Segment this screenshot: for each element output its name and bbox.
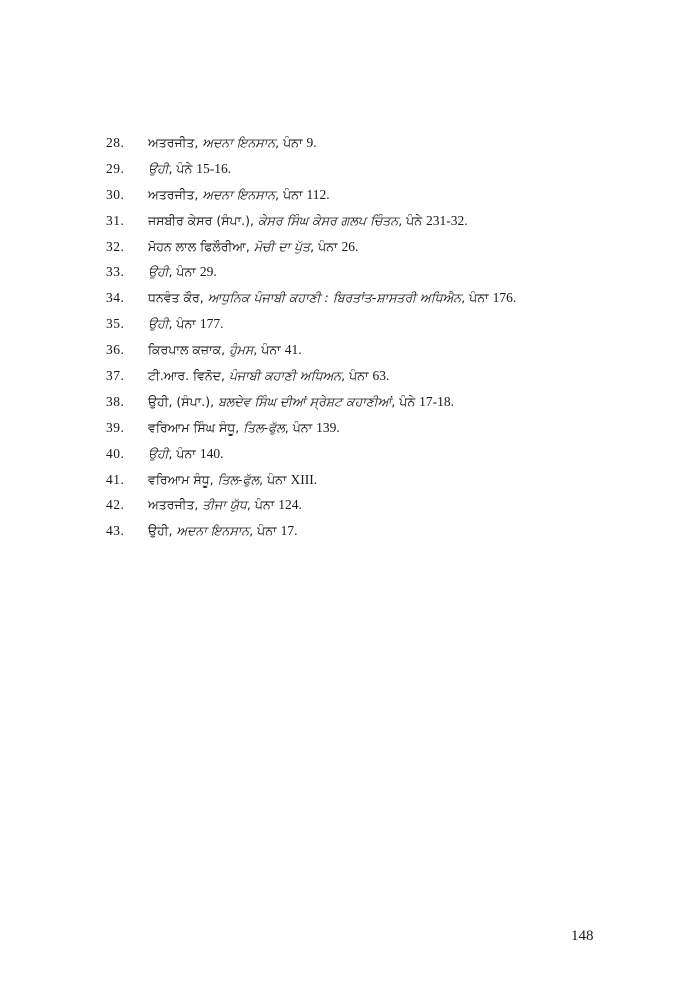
endnote-number: 35. bbox=[106, 316, 125, 332]
citation-text: 139. bbox=[316, 419, 340, 435]
citation-text: 176. bbox=[492, 290, 517, 306]
endnote-number: 28. bbox=[106, 135, 125, 150]
citation-text: 112. bbox=[306, 186, 330, 202]
citation-title: ਅਦਨਾ ਇਨਸਾਨ bbox=[202, 135, 276, 150]
endnote-number: 39. bbox=[106, 419, 125, 435]
endnote-number: 40. bbox=[106, 445, 125, 461]
endnote-citation bbox=[148, 259, 217, 285]
citation-title: ਉਹੀ bbox=[148, 264, 169, 280]
endnote-citation bbox=[148, 311, 223, 337]
citation-text: 26. bbox=[341, 238, 359, 254]
citation-text: , ਪੰਨਾ bbox=[249, 523, 281, 539]
endnote-item bbox=[106, 363, 516, 389]
endnote-item bbox=[106, 415, 516, 441]
endnote-citation bbox=[148, 518, 297, 544]
endnote-number: 43. bbox=[106, 523, 125, 539]
citation-text: , ਪੰਨਾ bbox=[284, 419, 317, 435]
citation-text: XIII. bbox=[290, 471, 318, 487]
citation-text: ਜਸਬੀਰ ਕੇਸਰ (ਸੰਪਾ.), bbox=[148, 212, 258, 228]
citation-text: 63. bbox=[372, 368, 390, 384]
endnote-item bbox=[106, 492, 516, 518]
citation-text: , ਪੰਨੇ bbox=[398, 212, 427, 228]
page-number: 148 bbox=[571, 928, 594, 944]
endnote-number: 34. bbox=[106, 290, 125, 306]
citation-text: ਕਿਰਪਾਲ ਕਜ਼ਾਕ, bbox=[148, 342, 230, 358]
citation-text: , ਪੰਨਾ bbox=[275, 186, 307, 202]
citation-title: ਤਿਲ-ਫੁੱਲ bbox=[217, 471, 260, 487]
citation-title: ਹੁੰਮਸ bbox=[229, 342, 254, 358]
endnote-citation bbox=[148, 337, 302, 363]
endnote-number: 32. bbox=[106, 238, 125, 254]
citation-title: ਮੋਚੀ ਦਾ ਪੁੱਤ bbox=[253, 238, 311, 254]
citation-text: 177. bbox=[199, 316, 224, 332]
citation-title: ਉਹੀ bbox=[148, 316, 169, 332]
citation-title: ਪੰਜਾਬੀ ਕਹਾਣੀ ਅਧਿਅਨ bbox=[228, 368, 342, 384]
endnote-citation bbox=[148, 208, 468, 234]
citation-title: ਅਦਨਾ ਇਨਸਾਨ bbox=[202, 186, 276, 202]
endnote-item bbox=[106, 208, 516, 234]
endnote-citation bbox=[148, 363, 389, 389]
citation-text: , ਪੰਨੇ bbox=[168, 160, 197, 176]
endnote-number: 29. bbox=[106, 160, 125, 176]
citation-text: , ਪੰਨਾ bbox=[253, 342, 285, 358]
citation-text: ਅਤਰਜੀਤ, bbox=[148, 135, 203, 150]
citation-text: 17. bbox=[280, 523, 298, 539]
endnote-number: 31. bbox=[106, 212, 125, 228]
citation-title: ਕੇਸਰ ਸਿੰਘ ਕੇਸਰ ਗਲਪ ਚਿੰਤਨ bbox=[257, 212, 399, 228]
citation-title: ਆਧੁਨਿਕ ਪੰਜਾਬੀ ਕਹਾਣੀ : ਬਿਰਤਾਂਤ-ਸ਼ਾਸਤਰੀ ਅਧਿਐਨ bbox=[207, 290, 462, 306]
endnote-number: 38. bbox=[106, 393, 125, 409]
citation-text: ਅਤਰਜੀਤ, bbox=[148, 186, 203, 202]
endnote-number: 30. bbox=[106, 186, 125, 202]
endnote-item bbox=[106, 389, 516, 415]
endnote-item bbox=[106, 234, 516, 260]
endnote-citation bbox=[148, 415, 340, 441]
citation-text: ਟੀ.ਆਰ. ਵਿਨੋਦ, bbox=[148, 368, 229, 384]
endnote-item bbox=[106, 182, 516, 208]
citation-title: ਤਿਲ-ਫੁੱਲ bbox=[243, 419, 285, 435]
citation-text: ਉਹੀ, bbox=[148, 523, 177, 539]
endnote-citation bbox=[148, 467, 317, 493]
endnote-item bbox=[106, 467, 516, 493]
citation-text: ਉਹੀ, (ਸੰਪਾ.), bbox=[148, 393, 219, 409]
citation-text: ਮੋਹਨ ਲਾਲ ਫਿਲੌਰੀਆ, bbox=[148, 238, 254, 254]
citation-text: ਵਰਿਆਮ ਸਿੰਘ ਸੰਧੂ, bbox=[148, 419, 244, 435]
endnote-number: 33. bbox=[106, 264, 125, 280]
endnote-number: 37. bbox=[106, 368, 125, 384]
citation-text: 41. bbox=[284, 342, 302, 358]
citation-text: , ਪੰਨਾ bbox=[275, 135, 307, 150]
citation-text: , ਪੰਨੇ bbox=[391, 393, 420, 409]
citation-text: 124. bbox=[278, 497, 302, 513]
endnote-item bbox=[106, 156, 516, 182]
endnotes-list bbox=[106, 130, 516, 544]
endnote-item bbox=[106, 337, 516, 363]
citation-text: , ਪੰਨਾ bbox=[461, 290, 493, 306]
citation-text: 140. bbox=[199, 445, 224, 461]
citation-text: ਧਨਵੰਤ ਕੌਰ, bbox=[148, 290, 208, 306]
endnote-citation bbox=[148, 441, 223, 467]
citation-title: ਉਹੀ bbox=[148, 445, 169, 461]
citation-title: ਅਦਨਾ ਇਨਸਾਨ bbox=[176, 523, 250, 539]
citation-title: ਉਹੀ bbox=[148, 160, 169, 176]
endnote-citation bbox=[148, 156, 231, 182]
endnote-number: 42. bbox=[106, 497, 125, 513]
citation-text: 231-32. bbox=[426, 212, 468, 228]
endnote-citation bbox=[148, 234, 358, 260]
citation-text: , ਪੰਨਾ bbox=[310, 238, 342, 254]
citation-text: 9. bbox=[306, 135, 317, 150]
citation-text: , ਪੰਨਾ bbox=[341, 368, 373, 384]
citation-text: 17-18. bbox=[419, 393, 455, 409]
endnote-citation bbox=[148, 182, 330, 208]
endnote-item bbox=[106, 518, 516, 544]
endnote-number: 36. bbox=[106, 342, 125, 358]
endnote-item bbox=[106, 285, 516, 311]
citation-title: ਤੀਜਾ ਯੁੱਧ bbox=[202, 497, 247, 513]
endnote-citation bbox=[148, 389, 454, 415]
citation-text: , ਪੰਨਾ bbox=[168, 316, 200, 332]
citation-text: , ਪੰਨਾ bbox=[168, 445, 200, 461]
endnote-citation bbox=[148, 130, 317, 156]
citation-text: , ਪੰਨਾ bbox=[259, 471, 291, 487]
citation-text: 29. bbox=[199, 264, 217, 280]
citation-text: ਵਰਿਆਮ ਸੰਧੂ, bbox=[148, 471, 218, 487]
endnote-item bbox=[106, 130, 516, 156]
citation-text: , ਪੰਨਾ bbox=[246, 497, 279, 513]
citation-text: ਅਤਰਜੀਤ, bbox=[148, 497, 203, 513]
endnote-item bbox=[106, 311, 516, 337]
citation-text: 15-16. bbox=[196, 160, 232, 176]
citation-text: , ਪੰਨਾ bbox=[168, 264, 200, 280]
citation-title: ਬਲਦੇਵ ਸਿੰਘ ਦੀਆਂ ਸ੍ਰੇਸ਼ਟ ਕਹਾਣੀਆਂ bbox=[218, 393, 392, 409]
endnote-item bbox=[106, 441, 516, 467]
endnote-item bbox=[106, 259, 516, 285]
endnote-citation bbox=[148, 492, 302, 518]
endnote-citation bbox=[148, 285, 516, 311]
endnote-number: 41. bbox=[106, 471, 125, 487]
